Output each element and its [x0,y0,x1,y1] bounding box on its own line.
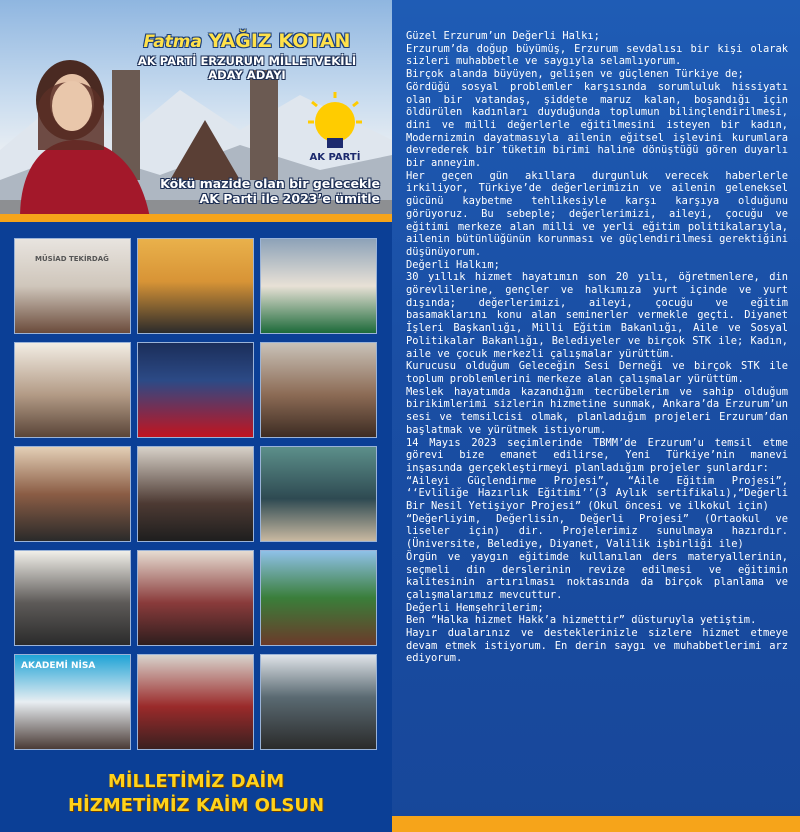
right-column [392,0,800,832]
photo-caption: AKADEMİ NİSA [21,661,96,671]
photo-tile [260,654,377,750]
photo-tile [260,342,377,438]
role-line-2: ADAY ADAYI [208,68,286,82]
letter-paragraph: Güzel Erzurum’un Değerli Halkı; [406,30,600,42]
open-letter [406,30,788,665]
letter-paragraph: Meslek hayatımda kazandığım tecrübelerim ve sahip olduğum birikimlerimi sizlerin hizmetine sunmak, Ankara’da Erzurum’un sesi ve temsilcisi olmak, planladığım projeleri Erzurum’dan başlatmak ve yürütmek istiyorum. [406,385,788,436]
name-last: YAĞIZ KOTAN [208,30,351,52]
motto-line-2: HİZMETİMİZ KAİM OLSUN [67,795,325,816]
photo-tile [14,654,131,750]
photo-tile [137,654,254,750]
hero-banner [0,0,392,218]
photo-tile [14,550,131,646]
photo-tile [260,446,377,542]
role-line-1: AK PARTİ ERZURUM MİLLETVEKİLİ [137,54,357,68]
photo-tile [137,238,254,334]
letter-paragraph: Gördüğü sosyal problemler karşısında sorumluluk hissiyatı olan bir vatandaş, şiddete maruz kalan, boşandığı için öldürülen kadınları duyduğunda toplumun bilinçlendirilmesi, dini ve milli değerlerle eğitilmesini isteyen bir kadın, Modernizmin dayatmasıyla ailenin eğitsel işlevini kurumlara devrederek bir tüketim birimi haline dönüştüğü gören duyarlı bir anneyim. [406,80,788,170]
photo-collage [14,238,378,762]
ak-parti-lightbulb-icon [306,88,364,160]
photo-tile [137,550,254,646]
letter-paragraph: Erzurum’da doğup büyümüş, Erzurum sevdalısı bir kişi olarak sizleri muhabbetle ve saygıyla selamlıyorum. [406,42,788,68]
slogan-line-2: AK Parti ile 2023’e ümitle [199,191,380,206]
photo-tile [14,342,131,438]
letter-paragraph: Değerli Hemşehrilerim; [406,601,544,614]
letter-paragraph: Değerli Halkım; [406,258,500,271]
motto-line-1: MİLLETİMİZ DAİM [107,771,285,792]
left-column [0,0,392,832]
candidate-name [112,30,382,52]
letter-paragraph: 30 yıllık hizmet hayatımın son 20 yılı, öğretmenlere, din görevlilerine, gençler ve halkımıza yurt içinde ve yurt dışında; değerlerimizi, aileyi, çocuğu ve eğitim basamaklarını konu alan seminerler vermekle geçti. Diyanet İşleri Başkanlığı, Milli Eğitim Bakanlığı, Aile ve Sosyal Politikalar Bakanlığı, Belediyeler ve birçok STK ile; Kadın, aile ve çocuk merkezli çalışmalar yürüttüm. [406,271,788,360]
letter-paragraph: 14 Mayıs 2023 seçimlerinde TBMM’de Erzurum’u temsil etme görevi bize emanet edilirse, Yeni Türkiye’nin manevi inşasında gerçekleştirmeyi planladığım projeler şunlardır: [406,436,788,474]
orange-footer-bar [392,816,800,832]
photo-caption: MÜSİAD TEKİRDAĞ [35,255,109,263]
logo-text: AK PARTİ [309,152,361,163]
photo-tile [260,550,377,646]
letter-paragraph: Hayır dualarınız ve desteklerinizle sizlere hizmet etmeye devam etmek istiyorum. En derin saygı ve muhabbetlerimi arz ediyorum. [406,627,788,665]
letter-paragraph: Kurucusu olduğum Geleceğin Sesi Derneği ve birçok STK ile toplum problemlerini merkeze alan çalışmalar yürüttüm. [406,360,788,385]
letter-paragraph: Ben “Halka hizmet Hakk’a hizmettir” düsturuyla yetiştim. [406,614,757,627]
campaign-motto [0,770,392,818]
letter-paragraph: Birçok alanda büyüyen, gelişen ve güçlenen Türkiye de; [406,68,744,81]
letter-paragraph: Örgün ve yaygın eğitimde kullanılan ders materyallerinin, seçmeli din derslerinin revize edilmesi ve eğitimin kalitesinin artırılması noktasında da birçok planlama ve çalışmalarımız mevcuttur. [406,550,788,601]
photo-tile [137,446,254,542]
name-first: Fatma [143,32,202,52]
slogan-line-1: Kökü mazide olan bir gelecekle [160,176,380,191]
letter-paragraph: “Değerliyim, Değerlisin, Değerli Projesi” (Ortaokul ve liseler için) dir. Projelerimiz sunulmaya hazırdır.(Üniversite, Belediye, Diyanet, Valilik işbirliği ile) [406,512,788,551]
photo-tile [260,238,377,334]
candidate-role [112,54,382,82]
photo-tile [14,238,131,334]
photo-tile [137,342,254,438]
orange-divider [0,214,392,222]
hero-slogan [150,176,390,206]
letter-paragraph: “Aileyi Güçlendirme Projesi”, “Aile Eğitim Projesi”, ‘‘Evliliğe Hazırlık Eğitimi’’(3 Aylık sertifikalı),“Değerli Bir Nesil Yetişiyor Projesi” (Okul öncesi ve ilkokul için) [406,474,788,513]
letter-paragraph: Her geçen gün akıllara durgunluk verecek haberlerle irkiliyor, Türkiye’de değerlerimizin ve ailenin geleneksel gücünü kaybetme tehlikesiyle karşı karşıya olduğunu görüyoruz. Bu sebeple; değerlerimizi, aileyi, çocuğu ve eğitimi merkeze alan milli ve yerli eğitim politikalarıyla, ailenin bütünlüğünün korunması ve güçlendirilmesi gerektiğini düşünüyorum. [406,169,788,258]
photo-tile [14,446,131,542]
